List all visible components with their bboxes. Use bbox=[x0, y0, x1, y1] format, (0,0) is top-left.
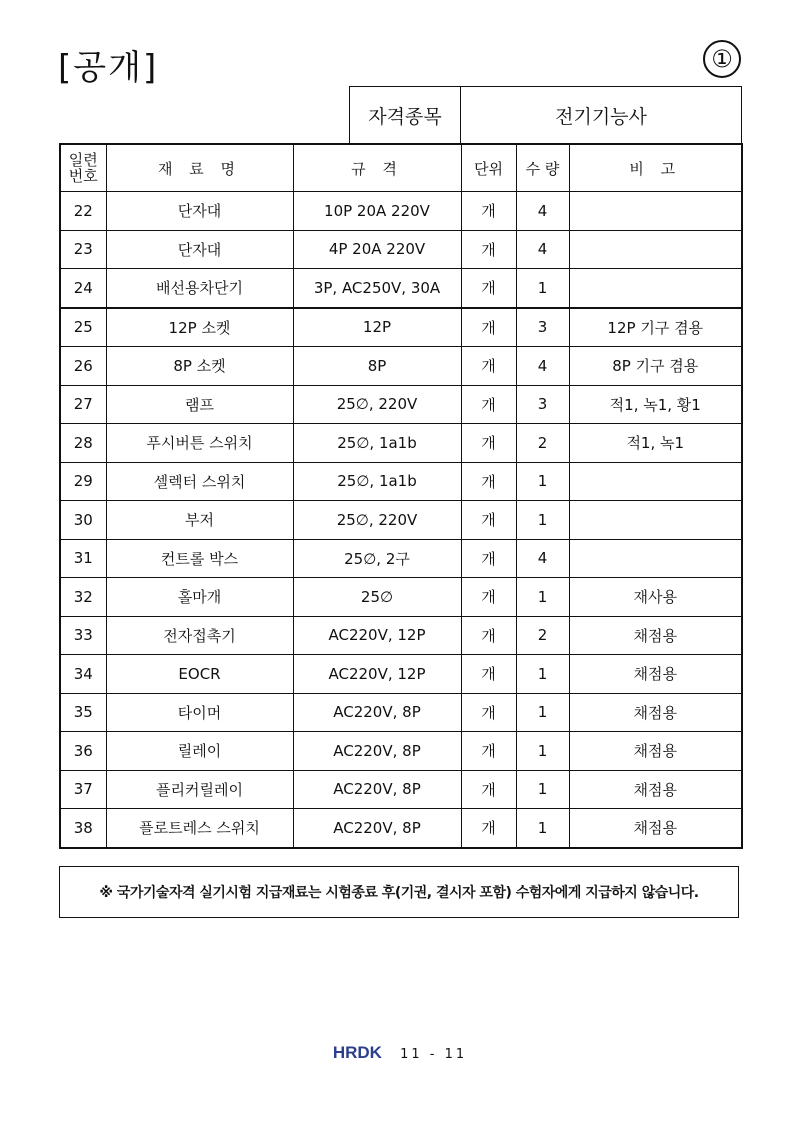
table-row bbox=[60, 770, 742, 809]
cell-material-name: 타이머 bbox=[106, 693, 293, 732]
cell-material-name: 8P 소켓 bbox=[106, 347, 293, 386]
table-row bbox=[60, 693, 742, 732]
cell-unit: 개 bbox=[461, 616, 516, 655]
table-row bbox=[60, 501, 742, 540]
cell-unit: 개 bbox=[461, 578, 516, 617]
cell-note bbox=[569, 462, 742, 501]
cell-quantity: 4 bbox=[516, 539, 569, 578]
cell-spec: AC220V, 8P bbox=[293, 693, 461, 732]
cell-serial: 34 bbox=[60, 655, 106, 694]
cell-unit: 개 bbox=[461, 230, 516, 269]
table-row bbox=[60, 308, 742, 347]
cell-material-name: 푸시버튼 스위치 bbox=[106, 424, 293, 463]
cell-quantity: 1 bbox=[516, 693, 569, 732]
cell-quantity: 1 bbox=[516, 501, 569, 540]
cell-serial: 26 bbox=[60, 347, 106, 386]
cell-material-name: 릴레이 bbox=[106, 732, 293, 771]
cell-material-name: 셀렉터 스위치 bbox=[106, 462, 293, 501]
cell-serial: 27 bbox=[60, 385, 106, 424]
cell-note: 12P 기구 겸용 bbox=[569, 308, 742, 347]
cell-quantity: 2 bbox=[516, 616, 569, 655]
cell-material-name: 부저 bbox=[106, 501, 293, 540]
cell-serial: 24 bbox=[60, 269, 106, 308]
cell-quantity: 3 bbox=[516, 385, 569, 424]
cell-unit: 개 bbox=[461, 385, 516, 424]
cell-serial: 30 bbox=[60, 501, 106, 540]
cell-note: 적1, 녹1, 황1 bbox=[569, 385, 742, 424]
cell-note: 채점용 bbox=[569, 770, 742, 809]
header-material-name: 재 료 명 bbox=[106, 144, 293, 192]
cell-quantity: 4 bbox=[516, 230, 569, 269]
table-row bbox=[60, 192, 742, 231]
cell-spec: AC220V, 8P bbox=[293, 770, 461, 809]
qualification-label: 자격종목 bbox=[350, 87, 461, 144]
cell-note: 재사용 bbox=[569, 578, 742, 617]
cell-material-name: 플리커릴레이 bbox=[106, 770, 293, 809]
cell-material-name: 12P 소켓 bbox=[106, 308, 293, 347]
cell-material-name: 컨트롤 박스 bbox=[106, 539, 293, 578]
cell-spec: 25∅, 1a1b bbox=[293, 424, 461, 463]
cell-note: 채점용 bbox=[569, 693, 742, 732]
cell-serial: 22 bbox=[60, 192, 106, 231]
hrdk-logo: HRDK bbox=[332, 1043, 382, 1062]
cell-quantity: 1 bbox=[516, 809, 569, 848]
cell-spec: 12P bbox=[293, 308, 461, 347]
header-quantity: 수 량 bbox=[516, 144, 569, 192]
header-serial: 일련 번호 bbox=[60, 144, 106, 192]
cell-quantity: 4 bbox=[516, 347, 569, 386]
cell-quantity: 1 bbox=[516, 269, 569, 308]
cell-material-name: 배선용차단기 bbox=[106, 269, 293, 308]
cell-spec: AC220V, 12P bbox=[293, 655, 461, 694]
cell-unit: 개 bbox=[461, 462, 516, 501]
cell-spec: 8P bbox=[293, 347, 461, 386]
cell-unit: 개 bbox=[461, 424, 516, 463]
cell-quantity: 1 bbox=[516, 770, 569, 809]
table-row bbox=[60, 462, 742, 501]
cell-unit: 개 bbox=[461, 539, 516, 578]
cell-note: 채점용 bbox=[569, 616, 742, 655]
table-row bbox=[60, 655, 742, 694]
cell-note: 8P 기구 겸용 bbox=[569, 347, 742, 386]
cell-spec: 25∅, 1a1b bbox=[293, 462, 461, 501]
table-row bbox=[60, 230, 742, 269]
cell-unit: 개 bbox=[461, 655, 516, 694]
cell-unit: 개 bbox=[461, 269, 516, 308]
cell-material-name: 전자접촉기 bbox=[106, 616, 293, 655]
cell-material-name: 단자대 bbox=[106, 230, 293, 269]
qualification-box bbox=[349, 86, 742, 144]
cell-quantity: 3 bbox=[516, 308, 569, 347]
qualification-value: 전기기능사 bbox=[461, 87, 742, 144]
cell-unit: 개 bbox=[461, 308, 516, 347]
table-row bbox=[60, 269, 742, 308]
table-row bbox=[60, 385, 742, 424]
cell-spec: 4P 20A 220V bbox=[293, 230, 461, 269]
cell-spec: 25∅, 220V bbox=[293, 501, 461, 540]
page-circle-number: ① bbox=[703, 40, 741, 78]
table-row bbox=[60, 578, 742, 617]
header-note: 비 고 bbox=[569, 144, 742, 192]
document-title: [공개] bbox=[58, 48, 159, 88]
cell-material-name: 홀마개 bbox=[106, 578, 293, 617]
cell-material-name: 플로트레스 스위치 bbox=[106, 809, 293, 848]
cell-serial: 23 bbox=[60, 230, 106, 269]
cell-spec: 25∅, 220V bbox=[293, 385, 461, 424]
cell-serial: 38 bbox=[60, 809, 106, 848]
cell-note: 채점용 bbox=[569, 809, 742, 848]
cell-unit: 개 bbox=[461, 347, 516, 386]
cell-spec: 25∅, 2구 bbox=[293, 539, 461, 578]
cell-spec: AC220V, 12P bbox=[293, 616, 461, 655]
cell-serial: 36 bbox=[60, 732, 106, 771]
cell-quantity: 4 bbox=[516, 192, 569, 231]
cell-serial: 32 bbox=[60, 578, 106, 617]
header-unit: 단위 bbox=[461, 144, 516, 192]
cell-spec: AC220V, 8P bbox=[293, 809, 461, 848]
cell-note bbox=[569, 539, 742, 578]
cell-serial: 31 bbox=[60, 539, 106, 578]
cell-spec: 3P, AC250V, 30A bbox=[293, 269, 461, 308]
page-number: 11 - 11 bbox=[400, 1047, 468, 1062]
table-row bbox=[60, 809, 742, 848]
footer bbox=[0, 1043, 800, 1063]
cell-serial: 33 bbox=[60, 616, 106, 655]
table-row bbox=[60, 347, 742, 386]
cell-material-name: 램프 bbox=[106, 385, 293, 424]
cell-quantity: 1 bbox=[516, 462, 569, 501]
cell-note: 채점용 bbox=[569, 655, 742, 694]
cell-material-name: EOCR bbox=[106, 655, 293, 694]
cell-spec: 10P 20A 220V bbox=[293, 192, 461, 231]
cell-serial: 37 bbox=[60, 770, 106, 809]
cell-serial: 25 bbox=[60, 308, 106, 347]
cell-quantity: 1 bbox=[516, 655, 569, 694]
cell-note: 채점용 bbox=[569, 732, 742, 771]
cell-unit: 개 bbox=[461, 693, 516, 732]
header-spec: 규 격 bbox=[293, 144, 461, 192]
table-row bbox=[60, 424, 742, 463]
cell-note bbox=[569, 269, 742, 308]
cell-quantity: 1 bbox=[516, 578, 569, 617]
cell-note bbox=[569, 192, 742, 231]
cell-unit: 개 bbox=[461, 501, 516, 540]
table-row bbox=[60, 616, 742, 655]
cell-spec: AC220V, 8P bbox=[293, 732, 461, 771]
cell-note bbox=[569, 230, 742, 269]
table-row bbox=[60, 732, 742, 771]
cell-unit: 개 bbox=[461, 732, 516, 771]
cell-unit: 개 bbox=[461, 192, 516, 231]
cell-unit: 개 bbox=[461, 809, 516, 848]
cell-serial: 35 bbox=[60, 693, 106, 732]
cell-spec: 25∅ bbox=[293, 578, 461, 617]
materials-table bbox=[59, 143, 743, 849]
cell-serial: 29 bbox=[60, 462, 106, 501]
cell-note: 적1, 녹1 bbox=[569, 424, 742, 463]
notice-box: ※ 국가기술자격 실기시험 지급재료는 시험종료 후(기권, 결시자 포함) 수험자에게 지급하지 않습니다. bbox=[59, 866, 739, 918]
table-header-row bbox=[60, 144, 742, 192]
table-body bbox=[60, 192, 742, 848]
cell-serial: 28 bbox=[60, 424, 106, 463]
table-row bbox=[60, 539, 742, 578]
cell-quantity: 1 bbox=[516, 732, 569, 771]
cell-quantity: 2 bbox=[516, 424, 569, 463]
cell-unit: 개 bbox=[461, 770, 516, 809]
cell-note bbox=[569, 501, 742, 540]
cell-material-name: 단자대 bbox=[106, 192, 293, 231]
